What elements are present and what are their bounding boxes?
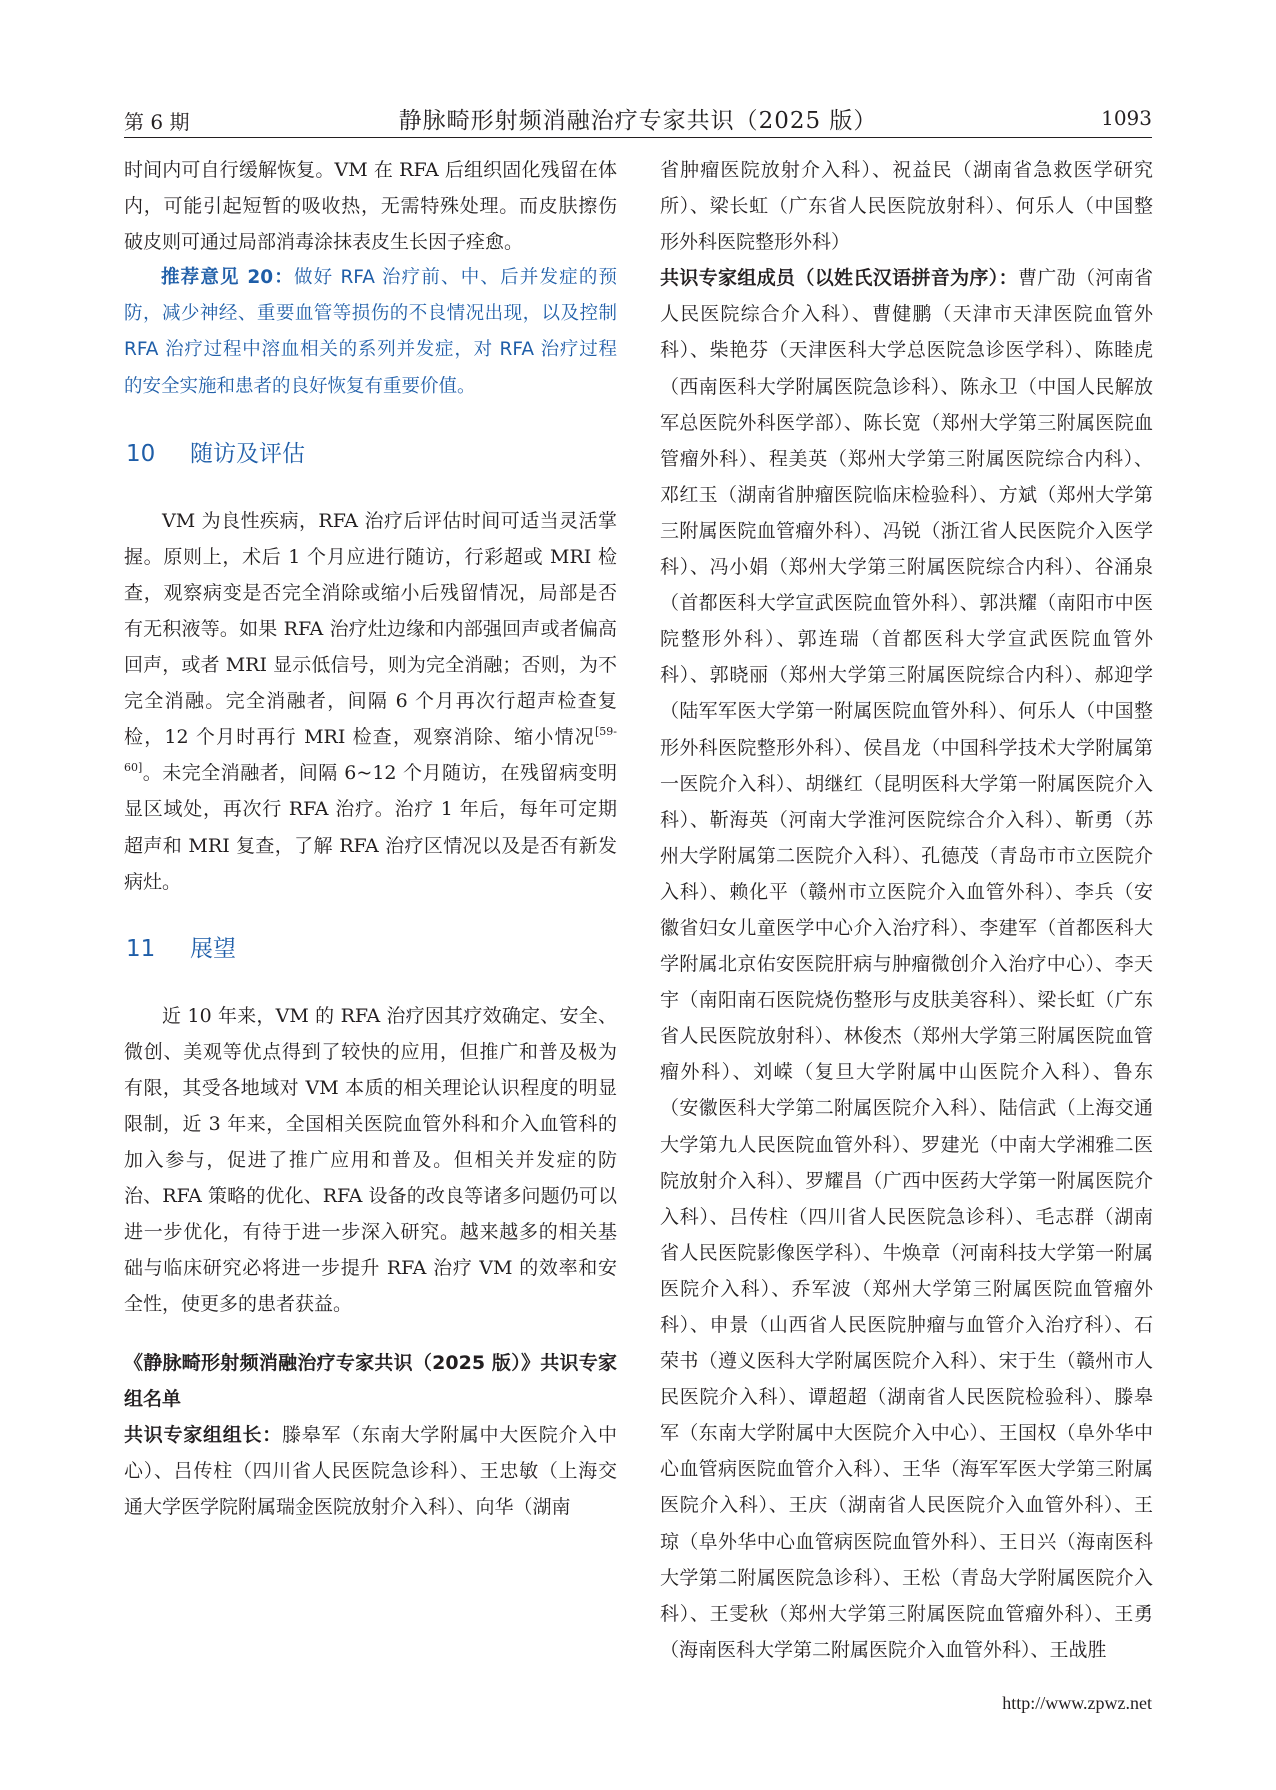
- footer-url: http://www.zpwz.net: [1002, 1693, 1152, 1713]
- recommendation-text: 做好 RFA 治疗前、中、后并发症的预防，减少神经、重要血管等损伤的不良情况出现，以及控制 RFA 治疗过程中溶血相关的系列并发症，对 RFA 治疗过程的安全实施和患者的良好恢复有重要价值。: [124, 267, 618, 397]
- expert-list-title: 《静脉畸形射频消融治疗专家共识（2025 版）》共识专家组名单: [124, 1351, 617, 1410]
- leaders-text: 滕皋军（东南大学附属中大医院介入中心）、吕传柱（四川省人民医院急诊科）、王忠敏（上海交通大学医学院附属瑞金医院放射介入科）、向华（湖南: [124, 1423, 617, 1518]
- header-rule: [124, 137, 1152, 138]
- paragraph-continued: 时间内可自行缓解恢复。VM 在 RFA 后组织固化残留在体内，可能引起短暂的吸收热，无需特殊处理。而皮肤擦伤破皮则可通过局部消毒涂抹表皮生长因子痊愈。: [124, 159, 617, 254]
- page-number: 1093: [1101, 106, 1152, 130]
- members-text: 曹广劭（河南省人民医院综合介入科）、曹健鹏（天津市天津医院血管外科）、柴艳芬（天津医科大学总医院急诊医学科）、陈睦虎（西南医科大学附属医院急诊科）、陈永卫（中国人民解放军总医院外科医学部）、陈长宽（郑州大学第三附属医院血管瘤外科）、程美英（郑州大学第三附属医院综合内科）、邓红玉（湖南省肿瘤医院临床检验科）、方斌（郑州大学第三附属医院血管瘤外科）、冯锐（浙江省人民医院介入医学科）、冯小娟（郑州大学第三附属医院综合内科）、谷涌泉（首都医科大学宣武医院血管外科）、郭洪耀（南阳市中医院整形外科）、郭连瑞（首都医科大学宣武医院血管外科）、郭晓丽（郑州大学第三附属医院综合内科）、郝迎学（陆军军医大学第一附属医院血管外科）、何乐人（中国整形外科医院整形外科）、侯昌龙（中国科学技术大学附属第一医院介入科）、胡继红（昆明医科大学第一附属医院介入科）、靳海英（河南大学淮河医院综合介入科）、靳勇（苏州大学附属第二医院介入科）、孔德茂（青岛市市立医院介入科）、赖化平（赣州市立医院介入血管外科）、李兵（安徽省妇女儿童医学中心介入治疗科）、李建军（首都医科大学附属北京佑安医院肝病与肿瘤微创介入治疗中心）、李天宇（南阳南石医院烧伤整形与皮肤美容科）、梁长虹（广东省人民医院放射科）、林俊杰（郑州大学第三附属医院血管瘤外科）、刘嵘（复旦大学附属中山医院介入科）、鲁东（安徽医科大学第二附属医院介入科）、陆信武（上海交通大学第九人民医院血管外科）、罗建光（中南大学湘雅二医院放射介入科）、罗耀昌（广西中医药大学第一附属医院介入科）、吕传柱（四川省人民医院急诊科）、毛志群（湖南省人民医院影像医学科）、牛焕章（河南科技大学第一附属医院介入科）、乔军波（郑州大学第三附属医院血管瘤外科）、申景（山西省人民医院肿瘤与血管介入治疗科）、石荣书（遵义医科大学附属医院介入科）、宋于生（赣州市人民医院介入科）、谭超超（湖南省人民医院检验科）、滕皋军（东南大学附属中大医院介入中心）、王国权（阜外华中心血管病医院血管介入科）、王华（海军军医大学第三附属医院介入科）、王庆（湖南省人民医院介入血管外科）、王琼（阜外华中心血管病医院血管外科）、王日兴（海南医科大学第二附属医院急诊科）、王松（青岛大学附属医院介入科）、王雯秋（郑州大学第三附属医院血管瘤外科）、王勇（海南医科大学第二附属医院介入血管外科）、王战胜: [660, 267, 1153, 1661]
- recommendation-label: 推荐意见 20：: [161, 267, 294, 289]
- section-title: 随访及评估: [190, 440, 305, 467]
- members-label: 共识专家组成员（以姓氏汉语拼音为序）：: [660, 267, 1018, 290]
- recommendation-20: [124, 260, 617, 404]
- running-header: [124, 106, 1152, 136]
- expert-group-members: [660, 260, 1153, 1668]
- paragraph-text: VM 为良性疾病，RFA 治疗后评估时间可适当灵活掌握。原则上，术后 1 个月应进行随访，行彩超或 MRI 检查，观察病变是否完全消除或缩小后残留情况，局部是否有无积液等。如果 RFA 治疗灶边缘和内部强回声或者偏高回声，或者 MRI 显示低信号，则为完全消融；否则，为不完全消融。完全消融者，间隔 6 个月再次行超声检查复检，12 个月时再行 MRI 检查，观察消除、缩小情况: [124, 509, 617, 749]
- section-number: 10: [126, 440, 156, 467]
- expert-group-leaders: [124, 1417, 617, 1525]
- expert-group-leaders-continued: 省肿瘤医院放射介入科）、祝益民（湖南省急救医学研究所）、梁长虹（广东省人民医院放射科）、何乐人（中国整形外科医院整形外科）: [660, 159, 1153, 254]
- left-column: [124, 152, 617, 1525]
- section-10-paragraph: [124, 503, 617, 900]
- section-number: 11: [126, 935, 156, 962]
- leaders-label: 共识专家组组长：: [124, 1423, 282, 1446]
- section-title: 展望: [190, 935, 236, 962]
- section-11-paragraph: 近 10 年来，VM 的 RFA 治疗因其疗效确定、安全、微创、美观等优点得到了较快的应用，但推广和普及极为有限，其受各地域对 VM 本质的相关理论认识程度的明显限制，近 3 年来，全国相关医院血管外科和介入血管科的加入参与，促进了推广应用和普及。但相关并发症的防治、RFA 策略的优化、RFA 设备的改良等诸多问题仍可以进一步优化，有待于进一步深入研究。越来越多的相关基础与临床研究必将进一步提升 RFA 治疗 VM 的效率和安全性，使更多的患者获益。: [124, 1004, 617, 1316]
- section-11-heading: [124, 929, 617, 969]
- issue-number: 第 6 期: [124, 110, 190, 134]
- citation: [59-60]: [124, 725, 617, 775]
- section-10-heading: [124, 434, 617, 474]
- journal-running-title: 静脉畸形射频消融治疗专家共识（2025 版）: [398, 108, 878, 134]
- right-column: [660, 152, 1153, 1668]
- paragraph-text: 。未完全消融者，间隔 6~12 个月随访，在残留病变明显区域处，再次行 RFA 治疗。治疗 1 年后，每年可定期超声和 MRI 复查，了解 RFA 治疗区情况以及是否有新发病灶。: [124, 762, 617, 893]
